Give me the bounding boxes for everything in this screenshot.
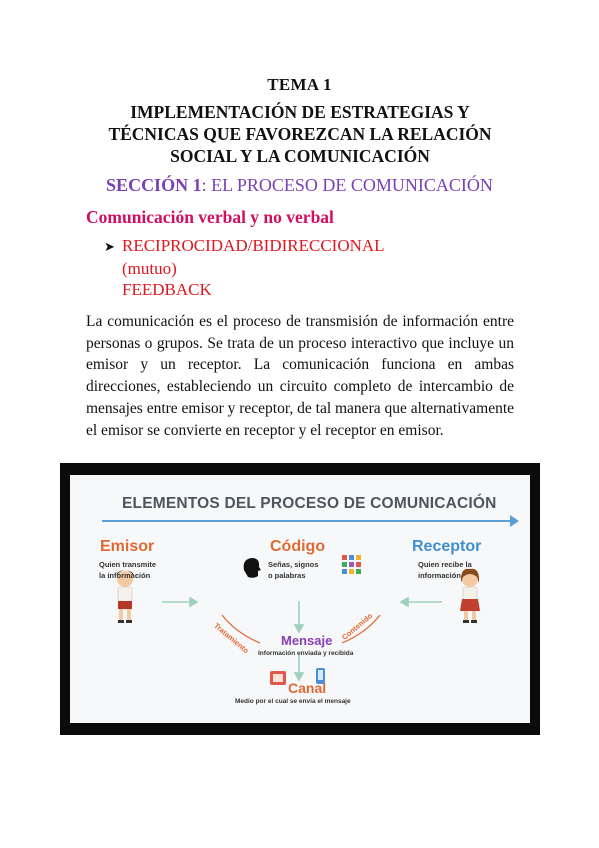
infographic-panel bbox=[70, 475, 530, 723]
arrow-bullet-icon: ➤ bbox=[104, 239, 115, 254]
contenido-label: Contenido bbox=[340, 611, 375, 642]
topic-number: TEMA 1 bbox=[267, 75, 332, 94]
section-title: : EL PROCESO DE COMUNICACIÓN bbox=[201, 175, 493, 195]
body-paragraph: La comunicación es el proceso de transmisión de información entre personas o grupos. Se trata de un proceso interactivo que incluye un emisor y un receptor. La comunicación funciona en ambas direcciones, estableciendo un circuito completo de intercambio de mensajes entre emisor y receptor, de tal manera que alternativamente el emisor se convierte en receptor y el receptor en emisor. bbox=[86, 313, 515, 439]
document-title bbox=[80, 101, 520, 167]
title-line: TÉCNICAS QUE FAVOREZCAN LA RELACIÓN bbox=[108, 124, 492, 144]
bullet-list bbox=[104, 235, 385, 301]
section-heading bbox=[0, 175, 599, 196]
title-line: SOCIAL Y LA COMUNICACIÓN bbox=[170, 146, 430, 166]
symbols-icon bbox=[342, 555, 361, 574]
receptor-desc: Quien recibe la información bbox=[418, 560, 472, 580]
receptor-label: Receptor bbox=[412, 538, 482, 555]
section-label: SECCIÓN 1 bbox=[106, 175, 202, 195]
bullet-continuation: FEEDBACK bbox=[122, 280, 212, 299]
canal-label: Canal bbox=[288, 680, 327, 696]
infographic-title: ELEMENTOS DEL PROCESO DE COMUNICACIÓN bbox=[122, 495, 497, 512]
tratamiento-label: Tratamiento bbox=[212, 621, 251, 656]
emisor-label: Emisor bbox=[100, 538, 155, 555]
canal-desc: Medio por el cual se envía el mensaje bbox=[235, 698, 351, 705]
mensaje-label: Mensaje bbox=[281, 633, 333, 648]
bullet-item bbox=[104, 235, 385, 258]
bullet-continuation: (mutuo) bbox=[122, 258, 177, 278]
subheading: Comunicación verbal y no verbal bbox=[86, 207, 334, 227]
codigo-desc: Señas, signos o palabras bbox=[268, 560, 319, 580]
bullet-text: RECIPROCIDAD/BIDIRECCIONAL bbox=[122, 236, 385, 255]
mensaje-desc: Información enviada y recibida bbox=[258, 650, 354, 657]
speaking-head-icon bbox=[244, 558, 261, 578]
codigo-label: Código bbox=[270, 538, 326, 555]
infographic-image bbox=[60, 463, 540, 735]
title-line: IMPLEMENTACIÓN DE ESTRATEGIAS Y bbox=[130, 102, 470, 122]
emisor-desc: Quien transmite la información bbox=[99, 560, 157, 580]
